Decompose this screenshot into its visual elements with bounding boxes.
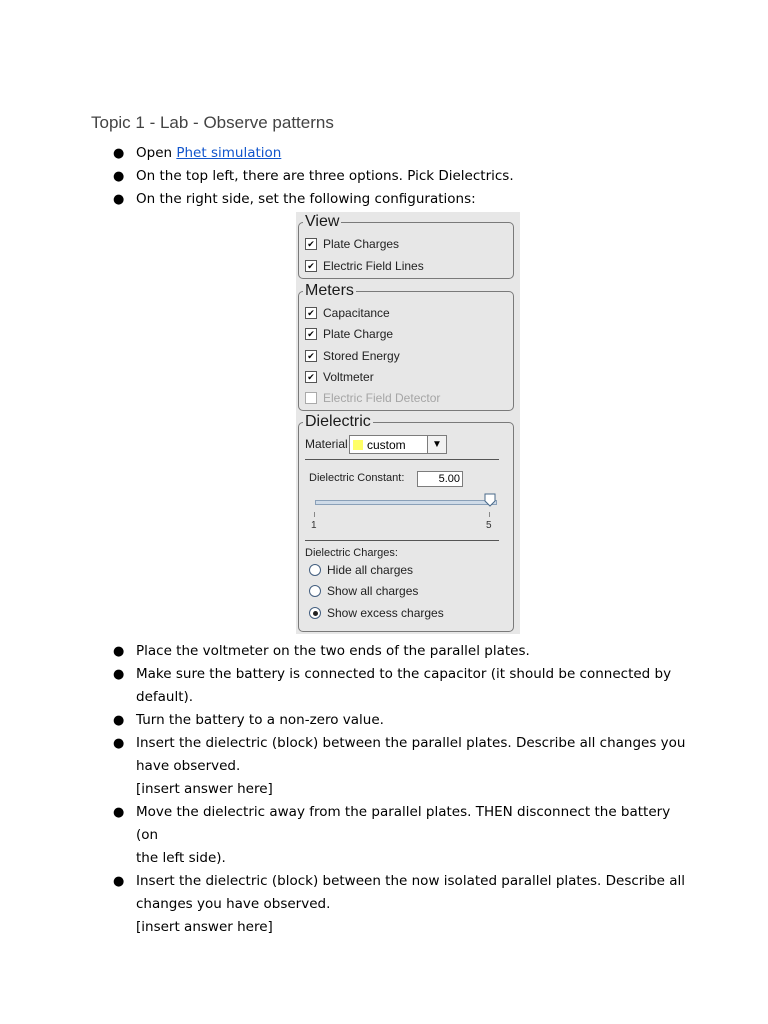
bottom-bullet-list: [0, 640, 768, 939]
plate-charge-checkbox[interactable]: ✔ Plate Charge: [305, 327, 393, 341]
material-value: custom: [367, 437, 406, 452]
list-item: [0, 640, 768, 663]
show-all-charges-radio[interactable]: Show all charges: [309, 584, 418, 598]
top-bullet-list: [0, 142, 768, 211]
bullet-text: Move the dielectric away from the parallel plates. THEN disconnect the battery (on: [136, 804, 671, 843]
view-group: [298, 213, 514, 279]
material-label: Material: [305, 437, 348, 451]
bullet-icon: ●: [113, 146, 125, 161]
checkbox-unchecked-icon: [305, 392, 317, 404]
slider-min-label: 1: [311, 520, 317, 531]
material-dropdown[interactable]: [349, 435, 447, 454]
bullet-text: Insert the dielectric (block) between the parallel plates. Describe all changes you: [136, 735, 686, 751]
plate-charges-checkbox[interactable]: ✔ Plate Charges: [305, 237, 399, 251]
show-excess-charges-radio[interactable]: Show excess charges: [309, 606, 444, 620]
answer-placeholder[interactable]: [insert answer here]: [136, 781, 273, 797]
bullet-icon: ●: [113, 169, 125, 184]
radio-unselected-icon: [309, 564, 321, 576]
bullet-icon: ●: [113, 713, 125, 728]
chevron-down-icon[interactable]: ▼: [427, 436, 446, 453]
material-color-swatch: [353, 440, 363, 450]
dielectric-constant-label: Dielectric Constant:: [309, 472, 405, 484]
list-item: [0, 142, 768, 165]
stored-energy-checkbox[interactable]: ✔ Stored Energy: [305, 349, 400, 363]
meters-legend: Meters: [305, 282, 354, 299]
slider-tick-min: [314, 512, 315, 517]
checkbox-checked-icon: ✔: [305, 371, 317, 383]
radio-selected-icon: [309, 607, 321, 619]
checkbox-checked-icon: ✔: [305, 260, 317, 272]
view-legend: View: [305, 213, 340, 230]
bullet-text: On the top left, there are three options. Pick Dielectrics.: [136, 168, 514, 184]
radio-unselected-icon: [309, 585, 321, 597]
dielectric-constant-slider-track[interactable]: [315, 500, 497, 505]
bullet-text: Place the voltmeter on the two ends of the parallel plates.: [136, 643, 530, 659]
capacitance-checkbox[interactable]: ✔ Capacitance: [305, 306, 390, 320]
list-item: [0, 663, 768, 709]
dielectric-charges-label: Dielectric Charges:: [305, 547, 398, 559]
bullet-prefix: Open: [136, 145, 177, 161]
dielectric-group: [298, 413, 514, 632]
slider-tick-max: [489, 512, 490, 517]
meters-group: [298, 282, 514, 411]
electric-field-lines-checkbox[interactable]: ✔ Electric Field Lines: [305, 259, 424, 273]
checkbox-checked-icon: ✔: [305, 328, 317, 340]
bullet-icon: ●: [113, 874, 125, 889]
list-item: [0, 709, 768, 732]
dielectric-constant-input[interactable]: 5.00: [417, 471, 463, 487]
bullet-text: default).: [136, 689, 194, 705]
checkbox-checked-icon: ✔: [305, 307, 317, 319]
bullet-text: have observed.: [136, 758, 241, 774]
electric-field-detector-checkbox[interactable]: Electric Field Detector: [305, 391, 440, 405]
slider-thumb[interactable]: [484, 493, 496, 507]
bullet-icon: ●: [113, 805, 125, 820]
list-item: [0, 801, 768, 870]
hide-all-charges-radio[interactable]: Hide all charges: [309, 563, 413, 577]
list-item: [0, 165, 768, 188]
checkbox-checked-icon: ✔: [305, 350, 317, 362]
answer-placeholder[interactable]: [insert answer here]: [136, 919, 273, 935]
list-item: [0, 732, 768, 801]
dielectric-legend: Dielectric: [305, 413, 371, 430]
slider-max-label: 5: [486, 520, 492, 531]
bullet-icon: ●: [113, 736, 125, 751]
simulation-settings-image: [296, 212, 520, 634]
bullet-text: Make sure the battery is connected to the capacitor (it should be connected by: [136, 666, 672, 682]
bullet-text: the left side).: [136, 850, 226, 866]
bullet-text: changes you have observed.: [136, 896, 331, 912]
voltmeter-checkbox[interactable]: ✔ Voltmeter: [305, 370, 374, 384]
divider: [305, 459, 499, 460]
bullet-text: Turn the battery to a non-zero value.: [136, 712, 384, 728]
list-item: [0, 188, 768, 211]
bullet-icon: ●: [113, 644, 125, 659]
bullet-icon: ●: [113, 192, 125, 207]
checkbox-checked-icon: ✔: [305, 238, 317, 250]
bullet-icon: ●: [113, 667, 125, 682]
bullet-text: On the right side, set the following configurations:: [136, 191, 476, 207]
bullet-text: Insert the dielectric (block) between the now isolated parallel plates. Describe all: [136, 873, 686, 889]
phet-simulation-link[interactable]: Phet simulation: [176, 145, 282, 161]
divider: [305, 540, 499, 541]
page-title: Topic 1 - Lab - Observe patterns: [91, 113, 334, 132]
list-item: [0, 870, 768, 939]
